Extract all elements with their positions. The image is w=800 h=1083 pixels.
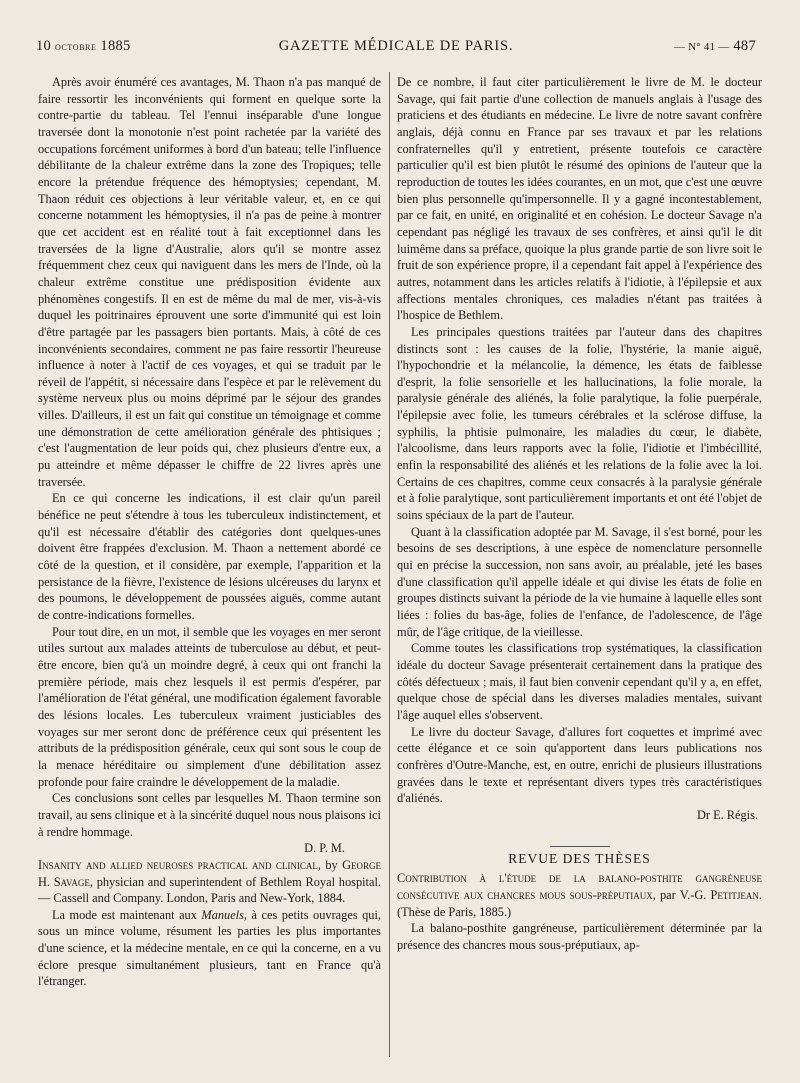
journal-title: GAZETTE MÉDICALE DE PARIS.: [278, 38, 514, 54]
book-publication: , physician and superintendent of Bethlem Royal hospital. — Cassell and Company. London, Paris and New-York, 1884.: [38, 874, 381, 906]
issue-and-page: [674, 38, 756, 55]
date-year: 1885: [100, 38, 131, 54]
review-signature: Dr E. Régis.: [696, 807, 758, 822]
paragraph: De ce nombre, il faut citer particulièrement le livre de M. le docteur Savage, qui fait partie d'une collection de manuels anglais à l'usage des praticiens et des étudiants en médecine. Le livre de notre savant confrère anglais, déjà connu en France par ses travaux et par les relations confraternelles qu'il y entretient, présente toutefois ce caractère particulier qu'il est bien plutôt le résumé des opinions de l'auteur que la reproduction de toutes les idées courantes, en un mot, que c'est une œuvre bien plus personnelle qu'impersonnelle. Il y a gagné incontestablement, par ce fait, en unité, en originalité et en cohésion. Le docteur Savage n'a cependant pas négligé les travaux de ses confrères, et ainsi qu'il le dit luimême dans sa préface, quoique la plus grande partie de son livre soit le fruit de son expérience propre, il a cependant fait appel à l'expérience des autres, notamment dans les articles relatifs à l'idiotie, à l'épilepsie et aux affections mentales chroniques, ces maladies n'étant pas traitées à l'hospice de Bethlem.: [397, 75, 762, 323]
article-signature: D. P. M.: [304, 841, 345, 856]
thesis-citation: Contribution à l'étude de la balano-posthite gangréneuse consécutive aux chancres mous sous-préputiaux, par V.-G. Petitjean. (Thèse de Paris, 1885.): [397, 871, 762, 919]
right-column: [397, 74, 762, 953]
column-divider: [389, 72, 390, 1057]
paragraph: Comme toutes les classifications trop systématiques, la classification idéale du docteur Savage présenterait certainement dans la pratique des côtés défectueux ; mais, il faut bien convenir cependant qu'il y a, en effet, quelque chose de spécial dans les diverses maladies mentales, suivant l'âge auquel elles s'observent.: [397, 641, 762, 722]
section-heading: REVUE DES THÈSES: [397, 846, 762, 868]
page-header: [36, 38, 756, 58]
date-day: 10: [36, 38, 52, 54]
book-citation: Insanity and allied neuroses practical and clinical, by George H. Savage, physician and superintendent of Bethlem Royal hospital. — Cassell and Company. London, Paris and New-York, 1884.: [38, 857, 381, 906]
thesis-author: V.-G. Petitjean: [679, 887, 759, 902]
page-number: 487: [733, 38, 756, 54]
paragraph: Après avoir énuméré ces avantages, M. Thaon n'a pas manqué de faire ressortir les inconvénients qui forment en quelque sorte la contre-partie du tableau. Tel l'ennui inséparable d'une longue traversée dont la monotonie n'est point rachetée par la variété des occupations forcément uniformes à bord d'un bateau; telle l'influence débilitante de la chaleur extrême dans la zone des Tropiques; telle encore la prétendue fréquence des hémoptysies; cependant, M. Thaon réduit ces objections à leur véritable valeur, et, en ce qui concerne notamment les hémoptysies, il n'a pas de peine à montrer que cet accident est en réalité tout à fait exceptionnel dans les traversées de la ligne d'Australie, alors qu'il se montre assez fréquemment chez ceux qui naviguent dans les mers de l'Inde, où la chaleur extrême constitue une prédisposition évidente aux phénomènes congestifs. Il en est de même du mal de mer, vis-à-vis duquel les poitrinaires éprouvent une sorte d'immunité qui est loin d'être partagée par les passagers bien portants. Mais, à côté de ces inconvénients secondaires, comment ne pas faire ressortir l'heureuse influence à noter à l'actif de ces voyages, et qui se traduit par le réveil de l'appétit, si nécessaire dans l'espèce et par le relèvement du système nerveux plus ou moins déprimé par le séjour des grandes villes. D'ailleurs, il est un fait qui constitue un témoignage et comme une démonstration de cette amélioration générale des phtisiques ; c'est l'augmentation de leur poids qui, chez plusieurs d'entre eux, a pu atteindre et même dépasser le chiffre de 22 livres après une traversée.: [38, 75, 381, 489]
issue-number: — N° 41 —: [674, 41, 730, 53]
heading-rule: [550, 846, 610, 847]
book-title: Insanity and allied neuroses practical and clinical: [38, 857, 318, 872]
book-author: George H. Savage: [38, 857, 381, 889]
paragraph: La mode est maintenant aux Manuels, à ces petits ouvrages qui, sous un mince volume, résument les parties les plus importantes d'une science, et la médecine mentale, en ce qui la concerne, en a vu éclore presque simultanément plusieurs, tant en France qu'à l'étranger.: [38, 907, 381, 989]
thesis-title: Contribution à l'étude de la balano-posthite gangréneuse consécutive aux chancres mous sous-préputiaux: [397, 871, 762, 902]
paragraph: Ces conclusions sont celles par lesquelles M. Thaon termine son travail, au sens clinique et à la sincérité duquel nous nous plaisons ici à rendre hommage.: [38, 791, 381, 839]
paragraph: Quant à la classification adoptée par M. Savage, il s'est borné, pour les besoins de ses descriptions, à une espèce de nomenclature personnelle qui en précise la succession, non sans avoir, au préalable, jeté les bases d'une classification qu'il appelle idéale et qui divise les états de folie en groupes distincts suivant la période de la vie humaine à laquelle elles sont liées : folies du bas-âge, folies de l'enfance, de l'adolescence, de l'âge mûr, de l'âge critique, de la vieillesse.: [397, 524, 762, 639]
left-column: [38, 74, 381, 990]
paragraph: Les principales questions traitées par l'auteur dans des chapitres distincts sont : les causes de la folie, l'hystérie, la manie aiguë, l'hypochondrie et la mélancolie, la démence, les états de faiblesse d'esprit, la folie sensorielle et les hallucinations, la folie morale, la paralysie générale des aliénés, la folie paralytique, la folie puerpérale, l'épilepsie avec folie, les tumeurs cérébrales et la sclérose diffuse, la syphilis, la phtisie pulmonaire, les maladies du cœur, le diabète, l'alcoolisme, dans leurs rapports avec la folie, l'idiotie et l'imbécillité, enfin la responsabilité des aliénés et les relations de la folie avec la loi. Certains de ces chapitres, comme ceux consacrés à la paralysie générale et à folie paralytique, sont particulièrement importants et ont été l'objet de soins spéciaux de la part de l'auteur.: [397, 324, 762, 523]
paragraph: La balano-posthite gangréneuse, particulièrement déterminée par la présence des chancres mous sous-préputiaux, ap-: [397, 921, 762, 952]
paragraph: Le livre du docteur Savage, d'allures fort coquettes et imprimé avec cette élégance et ce soin qu'apportent dans leurs publications nos confrères d'Outre-Manche, est, en outre, enrichi de plusieurs illustrations gravées dans le texte et représentant divers types très caractéristiques d'aliénés.: [397, 724, 762, 806]
paragraph: Pour tout dire, en un mot, il semble que les voyages en mer seront utiles surtout aux malades atteints de tuberculose au début, et peut-être encore, bien qu'à un moindre degré, à ceux qui ont franchi la première période, mais chez lesquels il est permis d'espérer, par l'amélioration de l'état général, une modification également favorable des lésions locales. Les tuberculeux vraiment justiciables des voyages sur mer seront donc de préférence ceux qui présentent les attributs de la prédisposition générale, ceux qui sont sous le coup de la menace héréditaire ou simplement d'une débilitation assez profonde pour faire craindre le développement de la maladie.: [38, 624, 381, 789]
date-month: octobre: [55, 41, 97, 53]
paragraph: En ce qui concerne les indications, il est clair qu'un pareil bénéfice ne peut s'étendre à tous les tuberculeux indistinctement, et qu'il est nécessaire d'établir des catégories dont quelques-unes doivent être frappées d'exclusion. M. Thaon a nettement abordé ce côté de la question, et il considère, par exemple, l'apparition et la persistance de la fièvre, l'existence de lésions ulcéreuses du larynx et des poumons, le développement de poussées aiguës, comme autant de contre-indications formelles.: [38, 491, 381, 622]
